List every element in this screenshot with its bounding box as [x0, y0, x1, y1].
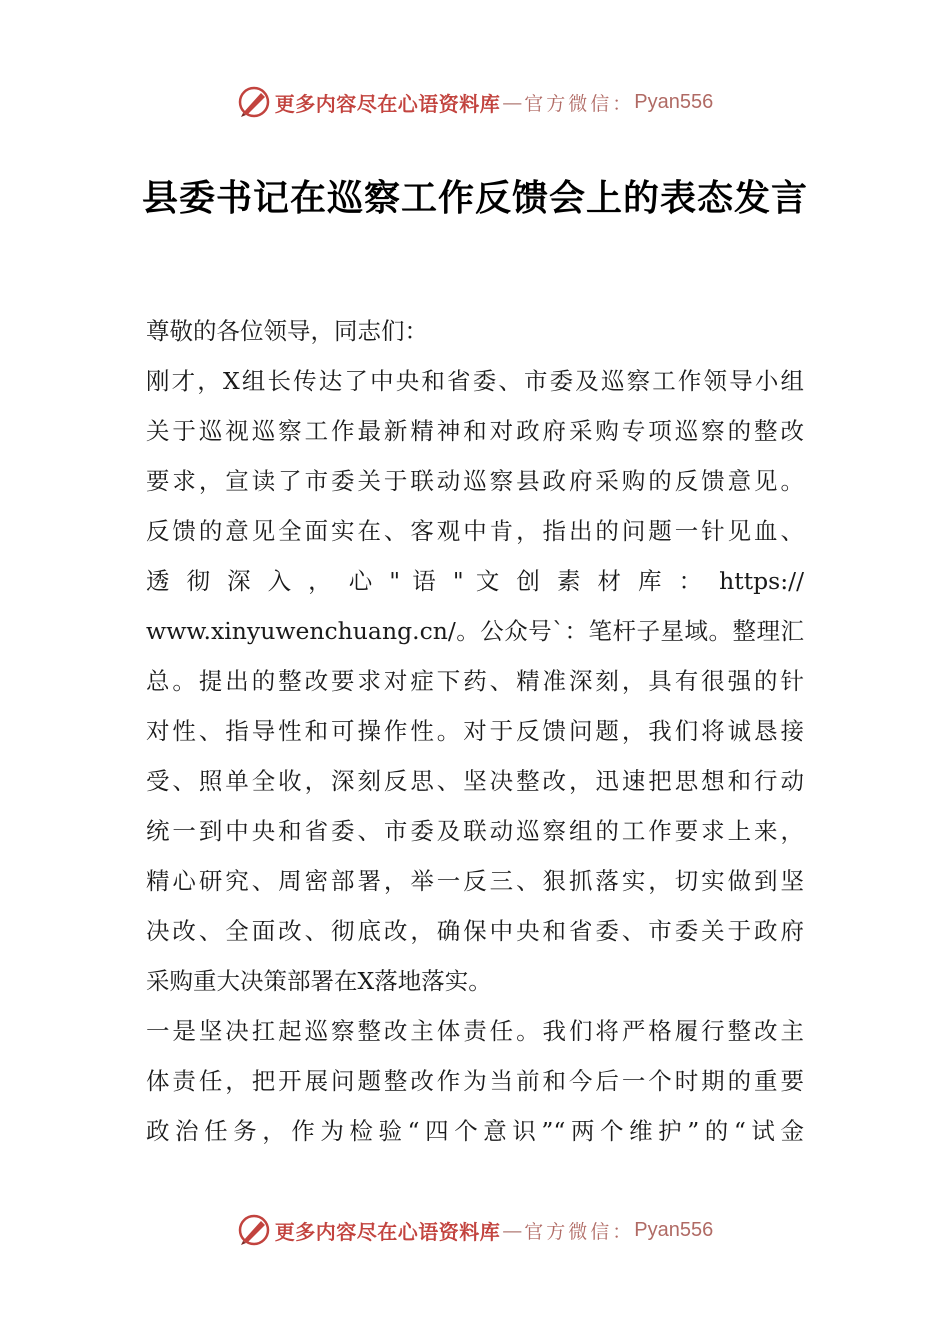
pen-logo-icon: [237, 1213, 271, 1247]
body-line: 反馈的意见全面实在、客观中肯，指出的问题一针见血、: [146, 517, 804, 545]
body-line: 政治任务，作为检验“四个意识”“两个维护”的“试金: [146, 1117, 804, 1145]
body-line: 统一到中央和省委、市委及联动巡察组的工作要求上来，: [146, 817, 804, 845]
body-line: 决改、全面改、彻底改，确保中央和省委、市委关于政府: [146, 917, 804, 945]
body-line: 一是坚决扛起巡察整改主体责任。我们将严格履行整改主: [146, 1017, 804, 1045]
footer-watermark: [0, 1210, 950, 1250]
watermark-wechat-label: 官方微信：: [524, 92, 635, 115]
watermark-wechat-id: Pyan556: [634, 1218, 714, 1241]
document-body: [146, 306, 804, 1156]
watermark-brand: 更多内容尽在心语资料库: [274, 91, 501, 116]
body-line: 透 彻 深 入 ， 心 " 语 " 文 创 素 材 库 ： https://: [146, 567, 804, 595]
body-line: 受、照单全收，深刻反思、坚决整改，迅速把思想和行动: [146, 767, 804, 795]
body-line: 总。提出的整改要求对症下药、精准深刻，具有很强的针: [146, 667, 804, 695]
body-line: www.xinyuwenchuang.cn/。公众号`：笔杆子星域。整理汇: [146, 617, 804, 645]
document-title: 县委书记在巡察工作反馈会上的表态发言: [141, 177, 808, 219]
body-line: 要求，宣读了市委关于联动巡察县政府采购的反馈意见。: [146, 467, 804, 495]
body-line: 体责任，把开展问题整改作为当前和今后一个时期的重要: [146, 1067, 804, 1095]
watermark-wechat-label: 官方微信：: [524, 1220, 635, 1243]
body-line: 刚才，X组长传达了中央和省委、市委及巡察工作领导小组: [146, 367, 804, 395]
body-line: 精心研究、周密部署，举一反三、狠抓落实，切实做到坚: [146, 867, 804, 895]
watermark-wechat-id: Pyan556: [634, 90, 714, 113]
body-line: 关于巡视巡察工作最新精神和对政府采购专项巡察的整改: [146, 417, 804, 445]
body-line: 采购重大决策部署在X落地落实。: [146, 967, 492, 995]
pen-logo-icon: [237, 85, 271, 119]
body-line: 对性、指导性和可操作性。对于反馈问题，我们将诚恳接: [146, 717, 804, 745]
watermark-dash: —: [502, 90, 523, 114]
header-watermark: [0, 82, 950, 122]
body-line: 尊敬的各位领导，同志们：: [146, 317, 428, 345]
watermark-dash: —: [502, 1218, 523, 1242]
watermark-brand: 更多内容尽在心语资料库: [274, 1219, 501, 1244]
